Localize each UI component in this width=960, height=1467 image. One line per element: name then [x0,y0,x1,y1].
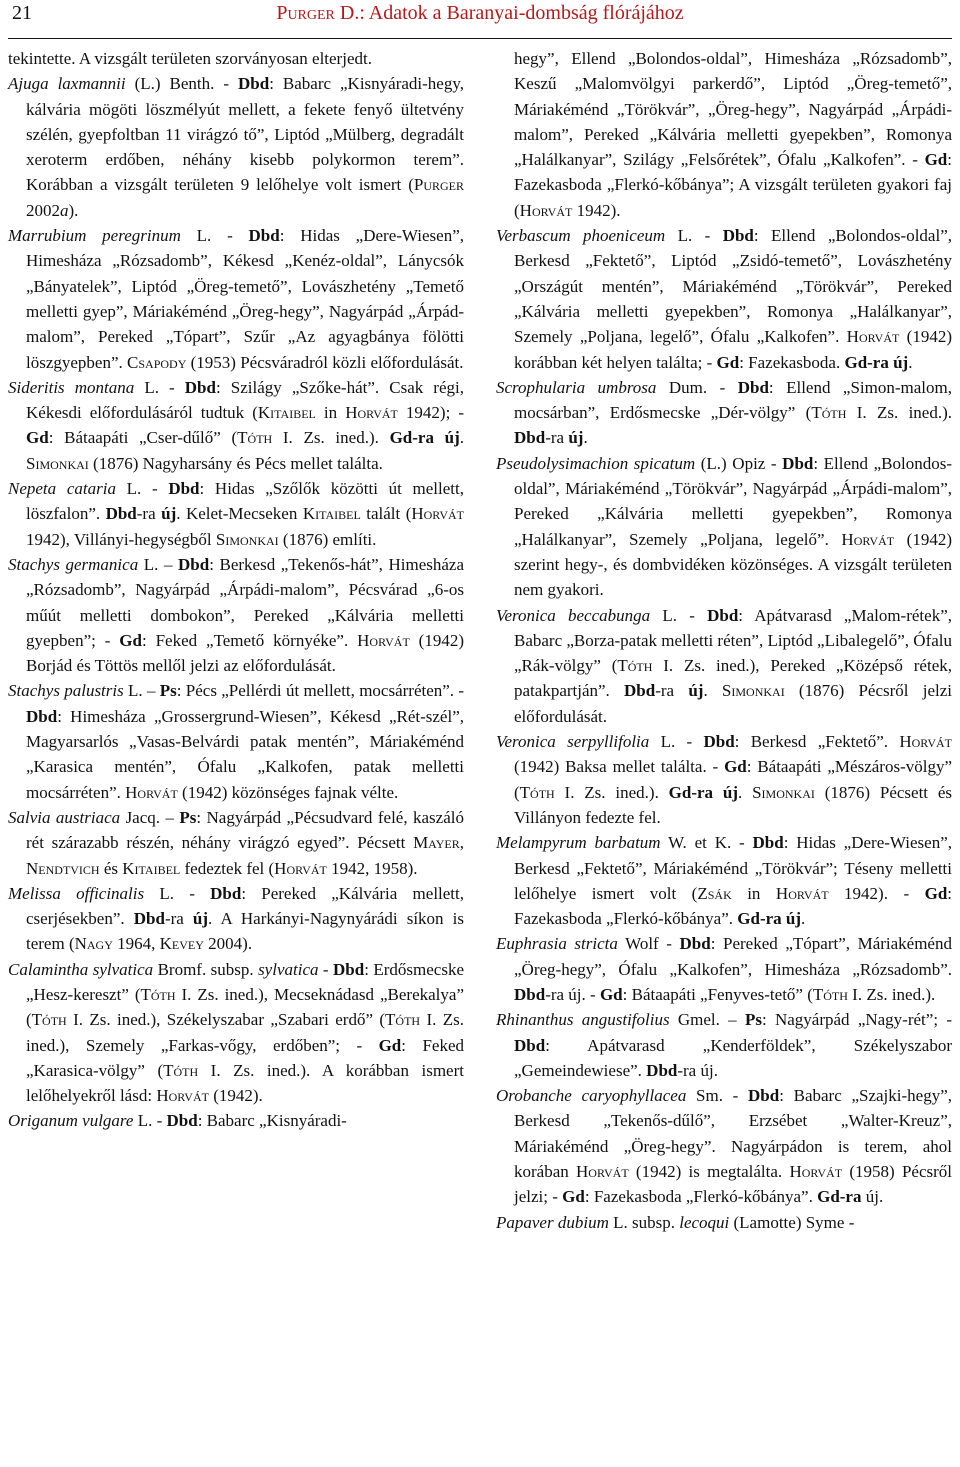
entry-text: 1942). - [828,883,925,903]
taxon-name: Origanum vulgare [8,1111,134,1131]
author-name: Kevey [159,934,204,954]
entry-text: in [731,883,776,903]
entry-text: - [318,959,334,979]
region-code: Dbd [707,605,739,625]
region-code: Dbd [722,226,754,246]
entry-text: I. Zs. ined.). [846,403,952,423]
entry-text: I. Zs. ined.), Szemely „Farkas-vőgy, erdőben”; - [26,1010,464,1055]
entry-text: in [315,403,346,423]
author-name: Horvát [576,1162,629,1182]
region-code: Gd-ra új [389,428,460,448]
region-code: Gd-ra új [844,352,909,372]
running-title [276,2,683,25]
region-code: Gd [924,150,948,170]
region-code: Dbd [624,681,656,701]
taxon-name: Papaver dubium [496,1212,609,1232]
author-name: Nagy [74,934,113,954]
taxon-name: Calamintha sylvatica [8,959,154,979]
entry-text: -ra [136,504,162,524]
author-name: Horvát [411,504,465,524]
page-number: 21 [12,2,32,24]
author-name: Horvát [899,732,953,752]
entry-text: L. – [138,554,179,574]
author-name: Horvát [519,200,573,220]
taxon-name: Euphrasia stricta [496,934,618,954]
entry-text: : Babarc „Kisnyáradi- [197,1111,347,1131]
entry-text: : Pereked „Tópart”, Máriakéménd „Öreg-hegy”, Ófalu „Kalkofen”, Himesháza „Rózsadomb”. [514,934,952,979]
entry-text: L. – [123,681,160,701]
page-header [8,0,952,48]
taxon-name: Stachys germanica [8,554,139,574]
author-name: Tóth [811,403,847,423]
entry-text: (Lamotte) Syme - [729,1212,855,1232]
region-code: Gd [26,428,49,448]
entry-text: : Babarc „Kisnyáradi-hegy, kálvária mögöti löszmélyút mellett, a fekete fenyő ültetvény szélén, gyepfoltban 11 virágzó tő”, Liptód „Mülberg, degradált xeroterm erdőben, néhány kisebb polykormon terem”. Korábban a vizsgált területen 9 lelőhelye volt ismert ( [26,74,464,195]
entry-text: L. - [133,1111,167,1131]
region-code: Dbd [748,1086,780,1106]
entry-text: ). [68,200,79,220]
entry-text: : Bátaapáti „Mészáros-völgy” ( [514,757,952,802]
entry-text: tekintette. A vizsgált területen szorványosan elterjedt. [8,49,372,68]
region-code: Gd [562,1187,585,1207]
species-entry [496,1083,952,1209]
entry-text: (L.) Benth. - [125,74,238,94]
region-code: Dbd [703,732,735,752]
entry-text: -ra [545,428,569,448]
author-name: Horvát [846,327,900,347]
entry-text: és [99,858,123,878]
header-rule [8,38,952,39]
entry-text: Sm. - [686,1086,749,1106]
entry-text: (1876) Pécsett és Villányon fedezte fel. [514,782,953,827]
running-title-text: : Adatok a Baranyai-dombság flórájához [359,2,684,24]
taxon-name: Ajuga laxmannii [8,74,126,94]
entry-text: Jacq. – [120,807,180,827]
taxon-name: sylvatica [258,959,319,979]
author-name: Zsák [697,883,732,903]
taxon-name: Stachys palustris [8,681,124,701]
author-name: Horvát [789,1162,843,1182]
taxon-name: Orobanche caryophyllacea [496,1086,687,1106]
author-name: Mayer [413,833,460,853]
region-code: Gd [716,352,740,372]
author-name: Horvát [125,782,178,802]
author-name: Tóth [812,984,848,1004]
entry-text: W. et K. - [660,833,753,853]
entry-text: : Babarc „Szajki-hegy”, Berkesd „Tekenős-dűlő”, Erzsébet „Walter-Kreuz”, Máriakéménd „Öreg-hegy”. Nagyárpádon is terem, ahol korában [514,1086,952,1182]
entry-text: : Feked „Karasica-völgy” ( [26,1035,464,1080]
author-name: Tóth [31,1010,67,1030]
author-name: Tóth [617,656,653,676]
taxon-name: Marrubium peregrinum [8,226,181,246]
entry-text: Wolf - [617,934,680,954]
species-entry [8,881,464,957]
region-code: Dbd [133,909,165,929]
entry-text: (1942) közönséges fajnak vélte. [177,782,399,802]
entry-text: -ra új. [677,1060,718,1080]
author-name: Horvát [357,630,410,650]
region-code: Dbd [646,1060,678,1080]
entry-text: : Bátaapáti „Fenyves-tető” ( [622,984,813,1004]
entry-text: 1942), Villányi-hegységből [26,529,216,549]
entry-text: : Fazekasboda „Flerkó-kőbánya”. [584,1187,818,1207]
region-code: Dbd [26,706,58,726]
taxon-name: Pseudolysimachion spicatum [496,453,696,473]
entry-text: : Ellend „Bolondos-oldal”, Máriakéménd „Törökvár”, Nagyárpád „Árpádi-malom”, Pereked „Kálvária melletti gyepekben”, Romonya „Halálkanyar”, Szemely „Poljana, legelő”. [514,453,953,549]
entry-text: (1942) is megtalálta. [628,1162,790,1182]
entry-text: 1942). [572,200,621,220]
species-entry [496,1007,952,1083]
species-entry [496,830,952,931]
region-code: Gd [599,984,623,1004]
entry-text: 2002 [26,200,60,220]
entry-text: . [738,782,753,802]
region-code: Dbd [168,479,200,499]
entry-text: 2004). [203,934,253,954]
taxon-name: Veronica serpyllifolia [496,732,650,752]
entry-text: : Nagyárpád „Pécsudvard felé, kaszáló rét szárazabb részén, néhány virágzó egyed”. Pécsett [26,807,464,853]
author-name: Kitaibel [302,504,361,524]
entry-text: (1876) említi. [278,529,377,549]
region-code: új [192,909,209,929]
entry-text: (1958) Pécsről jelzi; - [514,1162,952,1207]
taxon-name: Verbascum phoeniceum [496,226,666,246]
species-entry [496,603,952,729]
species-entry [8,678,464,804]
entry-text: : Pereked „Kálvária mellett, cserjésekben”. [26,883,465,929]
author-name: Kitaibel [122,858,181,878]
entry-text: : Hidas „Szőlők közötti út mellett, löszfalon”. [26,479,464,524]
entry-text: : Himesháza „Grossergrund-Wiesen”, Kékesd „Rét-szél”, Magyarsarlós „Vasas-Belvárdi patak mentén”, Máriakéménd „Karasica mentén”, Ófalu „Kalkofen, patak melletti mocsárréten”. [26,706,464,802]
taxon-name: Salvia austriaca [8,807,121,827]
author-name: Simonkai [721,681,785,701]
author-name: Purger [413,175,464,195]
taxon-name: Nepeta cataria [8,479,116,499]
species-entry [8,805,464,881]
entry-text: (L.) Opiz - [695,453,783,473]
entry-text: (1876) Nagyharsány és Pécs mellet találta. [88,453,383,473]
entry-text: L. - [650,605,708,625]
entry-text: -ra új. - [545,984,600,1004]
region-code: Gd-ra új [668,782,738,802]
species-entry [8,552,464,678]
entry-text: I. Zs. ined.). [272,428,390,448]
entry-text: I. Zs. ined.), Pereked „Középső rétek, patakpartján”. [514,656,952,701]
entry-text: . [908,352,913,372]
running-title-author: Purger D. [276,2,360,24]
author-name: Horvát [274,858,327,878]
entry-text: : Berkesd „Fektető”. [734,732,900,752]
continued-paragraph [8,46,464,71]
continued-paragraph [496,46,952,223]
author-name: Tóth [237,428,273,448]
region-code: Dbd [166,1111,198,1131]
species-entry [8,1108,464,1133]
taxon-name: Veronica beccabunga [496,605,651,625]
entry-text: L. - [134,377,185,397]
author-name: Horvát [841,529,895,549]
entry-text: : Bátaapáti „Cser-dűlő” ( [48,428,238,448]
region-code: Dbd [105,504,137,524]
species-entry [8,223,464,375]
region-code: Dbd [679,934,711,954]
entry-text: I. Zs. ined.), Székelyszabar „Szabari erdő” ( [66,1010,386,1030]
region-code: Ps [744,1010,762,1030]
entry-text: (1942) Borjád és Töttös mellől jelzi az előfordulását. [26,630,464,676]
entry-text: -ra [164,909,193,929]
entry-text: I. Zs. ined.). [847,984,936,1004]
entry-text: : Hidas „Dere-Wiesen”, Himesháza „Rózsadomb”, Kékesd „Kenéz-oldal”, Lánycsók „Bányatelek”, Liptód „Öreg-temető”, Lovászhetény „Temető melletti gyep”, Máriakéménd „Öreg-hegy”, Nagyárpád „Árpád-malom”, Pereked „Tópart”, Szűr „Az agyagbánya fölötti löszgyepben”. [26,226,464,372]
entry-text: : Nagyárpád „Nagy-rét”; - [761,1010,952,1030]
region-code: Gd [924,883,948,903]
entry-text: I. Zs. ined.), Mecseknádasd „Berekalya” ( [26,984,464,1030]
entry-text: I. Zs. ined.). A korábban ismert lelőhelyekről lásd: [26,1060,464,1106]
author-name: Horvát [345,403,398,423]
region-code: Gd [724,757,747,777]
entry-text: : Szilágy „Szőke-hát”. Csak régi, Kékesdi előfordulásáról tudtuk ( [26,377,464,423]
entry-text: talált ( [360,504,412,524]
entry-text: új. [861,1187,884,1207]
region-code: Gd-ra új [737,909,802,929]
author-name: Tóth [385,1010,421,1030]
taxon-name: Melampyrum barbatum [496,833,661,853]
author-name: Simonkai [26,453,89,473]
entry-text: (1953) Pécsváradról közli előfordulását. [186,352,464,372]
entry-text: : Ellend „Simon-malom, mocsárban”, Erdősmecske „Dér-völgy” ( [514,377,952,423]
entry-text: 1942); - [397,403,465,423]
region-code: Gd [119,630,142,650]
species-entry [8,71,464,223]
entry-text: . A Harkányi-Nagynyárádi síkon is terem ( [26,909,465,954]
entry-text: Bromf. subsp. [153,959,259,979]
author-name: Kitaibel [257,403,316,423]
species-entry [496,223,952,375]
entry-text: L. - [180,226,249,246]
region-code: Dbd [238,74,270,94]
taxon-name: Scrophularia umbrosa [496,377,657,397]
region-code: Dbd [514,984,546,1004]
region-code: Dbd [514,1035,546,1055]
entry-text: : Fazekasboda „Flerkó-kőbánya”. [514,883,953,929]
entry-text: : Erdősmecske „Hesz-kereszt” ( [26,959,464,1004]
entry-text: I. Zs. ined.). [554,782,669,802]
author-name: Nendtvich [26,858,100,878]
species-entry [496,729,952,830]
entry-text: 1942, 1958). [326,858,418,878]
species-entry [496,1210,952,1235]
species-entry [8,957,464,1109]
region-code: Dbd [752,833,784,853]
species-entry [8,375,464,476]
taxon-name: a [60,200,69,220]
region-code: Dbd [178,554,210,574]
region-code: új [568,428,584,448]
entry-text: . Kelet-Mecseken [176,504,303,524]
entry-text: 1964, [112,934,160,954]
entry-text: , [459,833,464,853]
entry-text: : Fazekasboda. [739,352,845,372]
species-entry [496,451,952,603]
author-name: Csapody [127,352,187,372]
entry-text: fedeztek fel ( [180,858,275,878]
left-column [8,46,464,1134]
entry-text: (1942) korábban két helyen találta; - [514,327,952,372]
species-entry [496,931,952,1007]
entry-text: : Fazekasboda „Flerkó-kőbánya”; A vizsgált területen gyakori faj ( [514,150,952,220]
region-code: Dbd [210,883,242,903]
author-name: Tóth [519,782,555,802]
entry-text: Gmel. – [669,1010,745,1030]
taxon-name: Melissa officinalis [8,883,145,903]
region-code: Dbd [333,959,365,979]
author-name: Tóth [140,984,176,1004]
entry-text: (1942) Baksa mellet találta. - [514,757,725,777]
entry-text: L. - [649,732,704,752]
author-name: Horvát [156,1086,209,1106]
region-code: Ps [159,681,177,701]
entry-text: : Apátvarasd „Malom-rétek”, Babarc „Borza-patak melletti réten”, Liptód „Libalegelő”, Ófalu „Rák-völgy” ( [514,605,953,676]
entry-text: Dum. - [656,377,738,397]
entry-text: . [801,909,806,929]
entry-text: : Hidas „Dere-Wiesen”, Berkesd „Fektető”, Máriakéménd „Törökvár”; Téseny melletti lelőhelye ismert volt ( [514,833,953,903]
entry-text: L. subsp. [608,1212,680,1232]
entry-text: (1942) szerint hegy-, és dombvidéken közönséges. A vizsgált területen nem gyakori. [514,529,952,600]
entry-text: : Apátvarasd „Kenderföldek”, Székelyszabor „Gemeindewiese”. [514,1035,952,1080]
region-code: új [688,681,704,701]
region-code: Dbd [184,377,216,397]
entry-text: . [583,428,588,448]
entry-text: hegy”, Ellend „Bolondos-oldal”, Himesháza „Rózsadomb”, Keszű „Malomvölgyi parkerdő”, Liptód „Öreg-temető”, Máriakéménd „Törökvár”, „Öreg-hegy”, Nagyárpád „Árpádi-malom”, Pereked „Kálvária melletti gyepekben”, Romonya „Halálkanyar”, Szilágy „Felsőrétek”, Ófalu „Kalkofen”. - [514,49,952,170]
region-code: új [161,504,177,524]
taxon-name: lecoqui [679,1212,730,1232]
author-name: Tóth [163,1060,199,1080]
taxon-name: Sideritis montana [8,377,135,397]
entry-text: -ra [655,681,689,701]
author-name: Simonkai [215,529,279,549]
author-name: Simonkai [752,782,815,802]
entry-text: : Berkesd „Tekenős-hát”, Himesháza „Rózsadomb”, Nagyárpád „Árpádi-malom”, Pécsvárad „6-os műút melletti dombokon”, Pereked „Kálvária melletti gyepben”; - [26,554,465,650]
entry-text: L. - [144,883,211,903]
entry-text: . [703,681,722,701]
region-code: Dbd [248,226,280,246]
taxon-name: Rhinanthus angustifolius [496,1010,670,1030]
region-code: Gd-ra [817,1187,862,1207]
region-code: Dbd [514,428,546,448]
species-entry [8,476,464,552]
entry-text: (1942). [208,1086,263,1106]
region-code: Gd [378,1035,402,1055]
region-code: Dbd [737,377,769,397]
region-code: Ps [179,807,197,827]
entry-text: (1876) Pécsről jelzi előfordulását. [514,681,952,726]
entry-text: L. - [115,479,169,499]
entry-text: : Feked „Temető környéke”. [141,630,358,650]
region-code: Dbd [782,453,814,473]
entry-text: L. - [665,226,723,246]
right-column [496,46,952,1235]
entry-text: . [459,428,465,448]
author-name: Horvát [775,883,829,903]
entry-text: : Ellend „Bolondos-oldal”, Berkesd „Fektető”, Liptód „Zsidó-temető”, Lovászhetény „Országút mentén”, Máriakéménd „Törökvár”, Pereked „Kálvária melletti gyepekben”, Romonya „Halálkanyar”, Szemely „Poljana, legelő”, Ófalu „Kalkofen”. [514,226,952,347]
entry-text: : Pécs „Pellérdi út mellett, mocsárréten”. - [176,681,465,701]
species-entry [496,375,952,451]
